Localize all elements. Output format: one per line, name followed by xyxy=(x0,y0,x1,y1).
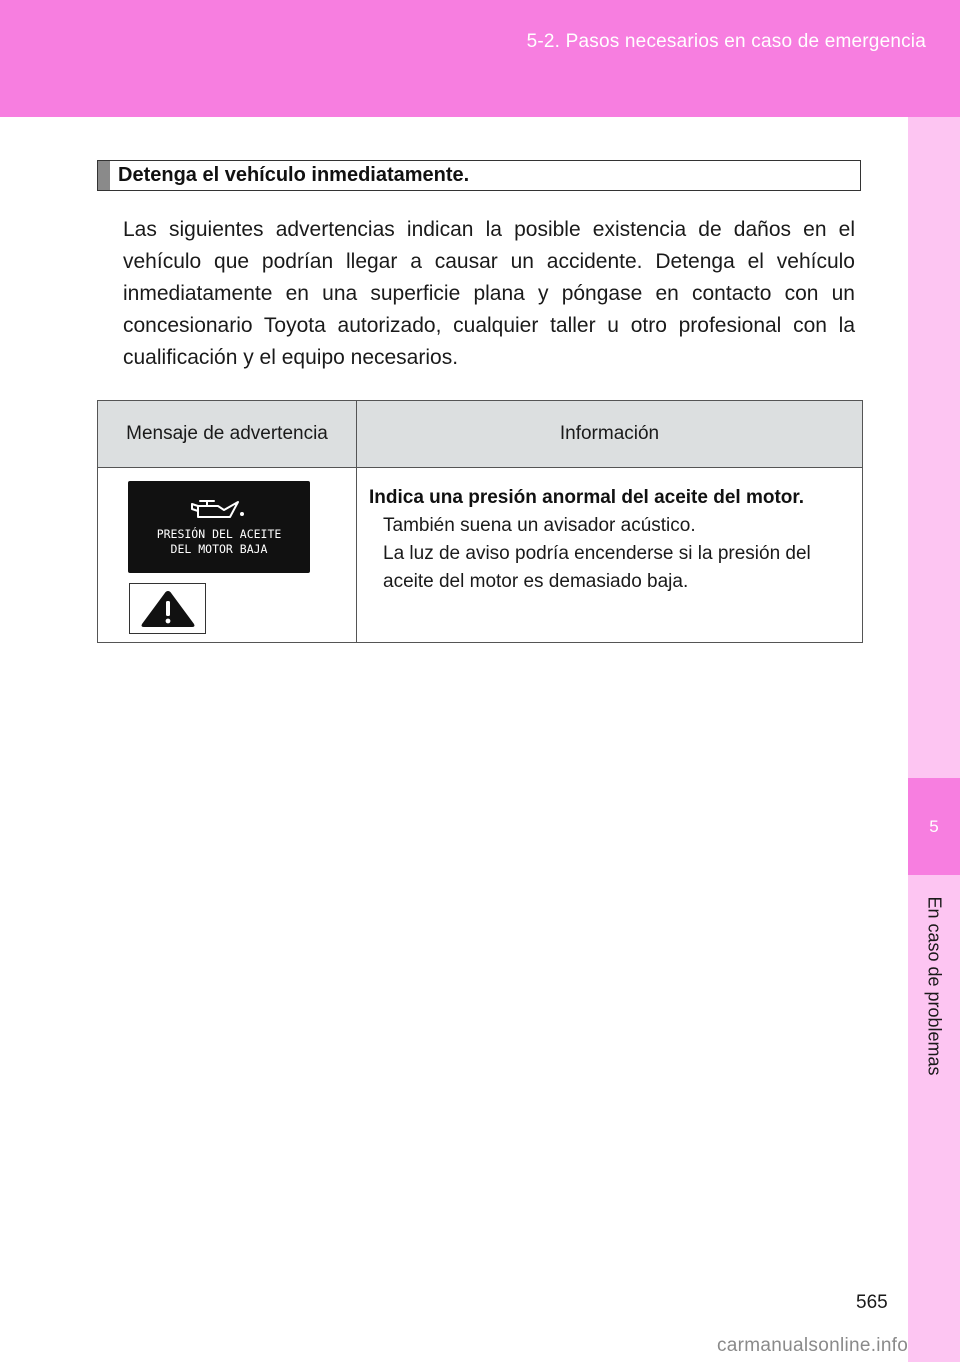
section-title: Detenga el vehículo inmediatamente. xyxy=(118,164,470,186)
warning-indicator-box xyxy=(129,583,206,634)
chapter-title: En caso de problemas xyxy=(924,896,945,1076)
display-line-2: DEL MOTOR BAJA xyxy=(170,542,268,556)
info-title: Indica una presión anormal del aceite del motor. xyxy=(369,487,805,508)
header-section-title: 5-2. Pasos necesarios en caso de emergencia xyxy=(526,31,926,52)
column-header-info: Información xyxy=(357,401,863,468)
intro-paragraph: Las siguientes advertencias indican la posible existencia de daños en el vehículo que podrían llegar a causar un accidente. Detenga el vehículo inmediatamente en una superficie plana y póngase en contacto con un concesionario Toyota autorizado, cualquier taller u otro profesional con la cualificación y el equipo necesarios. xyxy=(123,218,855,369)
column-header-message: Mensaje de advertencia xyxy=(98,401,357,468)
warning-table xyxy=(97,400,863,643)
display-message xyxy=(128,527,310,557)
section-heading-bar xyxy=(98,161,110,190)
table-row xyxy=(98,468,863,643)
warning-message-cell xyxy=(98,468,357,643)
warning-info-cell xyxy=(357,468,863,643)
page-number: 565 xyxy=(856,1292,888,1313)
display-line-1: PRESIÓN DEL ACEITE xyxy=(156,527,282,541)
chapter-number-box xyxy=(908,778,960,875)
warning-triangle-icon xyxy=(137,588,199,630)
oil-can-icon xyxy=(190,493,248,523)
watermark: carmanualsonline.info xyxy=(717,1335,909,1356)
header-band xyxy=(0,0,960,117)
table-header-row xyxy=(98,401,863,468)
info-line: La luz de aviso podría encenderse si la presión del aceite del motor es demasiado baja. xyxy=(383,543,811,592)
multi-info-display xyxy=(128,481,310,573)
info-line: También suena un avisador acústico. xyxy=(383,515,696,536)
section-heading xyxy=(97,160,861,191)
chapter-side-tab xyxy=(908,117,960,1362)
chapter-number: 5 xyxy=(929,816,939,836)
